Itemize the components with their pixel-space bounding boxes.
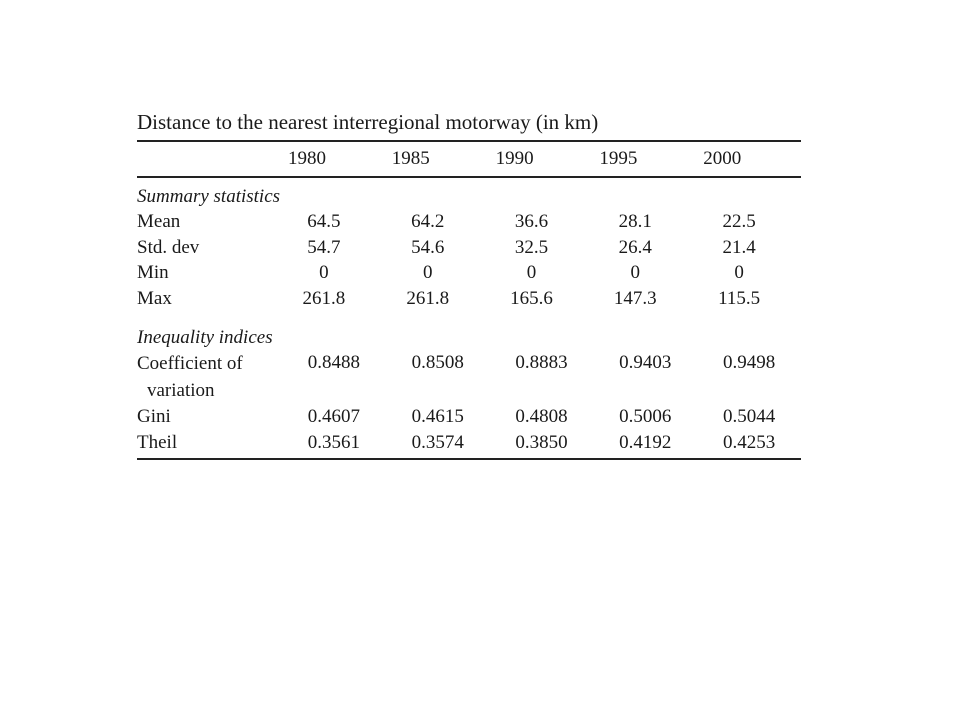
table-cell: 0.8883 [515,352,568,373]
table-row-max [137,286,801,312]
table-cell: 261.8 [302,287,346,309]
table-cell: 0.5044 [722,406,776,427]
table-cell: 0.3574 [386,430,490,460]
table-cell: 0 [319,262,329,283]
table-cell: 0.9498 [722,352,776,373]
table-cell: 32.5 [514,236,549,258]
statistics-table [137,140,801,460]
year-header: 1990 [490,141,594,177]
row-label-line1: Coefficient of [137,353,243,374]
row-label-line2: variation [147,380,215,401]
year-header: 2000 [697,141,801,177]
table-cell: 0.4253 [697,430,801,460]
year-header: 1985 [386,141,490,177]
table-cell: 26.4 [618,236,652,258]
table-cell: 0.5006 [619,406,672,427]
table-cell: 36.6 [514,211,549,232]
row-label: Theil [137,430,282,460]
table-cell: 0.3561 [282,430,386,460]
section-title-inequality: Inequality indices [137,327,273,348]
table-cell: 0 [526,262,537,283]
row-label [137,350,282,404]
table-cell: 115.5 [718,287,761,309]
table-cell: 0 [630,262,641,283]
table-cell: 64.5 [307,211,341,232]
year-header: 1980 [282,141,386,177]
year-header: 1995 [593,141,697,177]
table-cell: 0.4808 [515,406,568,427]
table-cell: 0.3850 [490,430,594,460]
section-row [137,177,801,209]
data-table-container [137,109,801,460]
table-row-mean [137,209,801,235]
table-row-cv [137,350,801,404]
section-title-summary: Summary statistics [137,186,281,207]
section-row [137,311,801,350]
table-cell: 0.4615 [411,406,464,427]
table-row-std [137,235,801,261]
table-cell: 0 [734,262,744,283]
table-cell: 0.9403 [619,352,672,373]
table-cell: 0.4607 [307,406,361,427]
table-cell: 261.8 [406,287,450,309]
row-label: Std. dev [137,236,200,258]
row-label: Min [137,262,169,283]
table-cell: 147.3 [613,287,657,309]
table-cell: 54.7 [307,236,341,258]
table-cell: 54.6 [411,236,445,258]
row-label: Mean [137,211,181,232]
header-row [137,141,801,177]
table-row-min [137,260,801,286]
row-label: Max [137,287,172,309]
table-cell: 165.6 [510,287,553,309]
header-empty-cell [137,141,282,177]
table-row-gini [137,404,801,430]
row-label: Gini [137,406,171,427]
table-cell: 0.4192 [593,430,697,460]
table-caption: Distance to the nearest interregional motorway (in km) [137,110,599,134]
table-cell: 0.8508 [411,352,464,373]
table-cell: 21.4 [722,236,756,258]
table-cell: 0.8488 [307,352,361,373]
table-cell: 28.1 [618,211,652,232]
table-cell: 22.5 [722,211,756,232]
table-row-theil [137,430,801,460]
table-cell: 64.2 [411,211,445,232]
table-cell: 0 [422,262,433,283]
